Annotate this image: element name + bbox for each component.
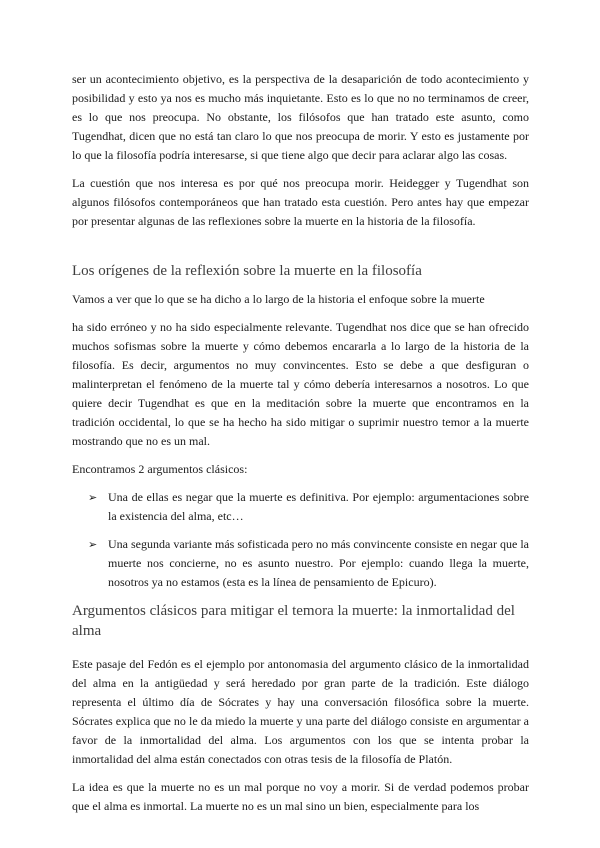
list-item bbox=[88, 488, 529, 526]
arrow-bullet-icon: ➢ bbox=[88, 491, 98, 504]
arrow-bullet-icon: ➢ bbox=[88, 538, 98, 551]
section-heading-immortality: Argumentos clásicos para mitigar el temora la muerte: la inmortalidad del alma bbox=[72, 603, 515, 639]
section-heading-origins: Los orígenes de la reflexión sobre la muerte en la filosofía bbox=[72, 263, 422, 279]
paragraph-6: Este pasaje del Fedón es el ejemplo por antonomasia del argumento clásico de la inmortalidad del alma en la antigüedad y será heredado por gran parte de la tradición. Este diálogo representa el último día de Sócrates y hay una conversación filosófica sobre la muerte. Sócrates explica que no le da miedo la muerte y una parte del diálogo consiste en argumentar a favor de la inmortalidad del alma. Los argumentos con los que se intenta probar la inmortalidad del alma están conectados con otras tesis de la filosofía de Platón. bbox=[72, 657, 529, 766]
paragraph-1: ser un acontecimiento objetivo, es la perspectiva de la desaparición de todo acontecimiento y posibilidad y esto ya nos es mucho más inquietante. Esto es lo que no no terminamos de creer, es lo que nos preocupa. No obstante, los filósofos que han tratado este asunto, como Tugendhat, dicen que no está tan claro lo que nos preocupa de morir. Y esto es justamente por lo que la filosofía podría interesarse, si que tiene algo que decir para aclarar algo las cosas. bbox=[72, 72, 529, 162]
paragraph-2: La cuestión que nos interesa es por qué nos preocupa morir. Heidegger y Tugendhat son algunos filósofos contemporáneos que han tratado esta cuestión. Pero antes hay que empezar por presentar algunas de las reflexiones sobre la muerte en la historia de la filosofía. bbox=[72, 176, 529, 228]
list-item-text: Una de ellas es negar que la muerte es definitiva. Por ejemplo: argumentaciones sobre la existencia del alma, etc… bbox=[108, 490, 529, 523]
argument-list bbox=[72, 488, 529, 592]
paragraph-3: Vamos a ver que lo que se ha dicho a lo largo de la historia el enfoque sobre la muerte bbox=[72, 292, 485, 306]
list-item-text: Una segunda variante más sofisticada pero no más convincente consiste en negar que la muerte nos concierne, no es asunto nuestro. Por ejemplo: cuando llega la muerte, nosotros ya no estamos (esta es la línea de pensamiento de Epicuro). bbox=[108, 537, 529, 589]
paragraph-4: ha sido erróneo y no ha sido especialmente relevante. Tugendhat nos dice que se han ofrecido muchos sofismas sobre la muerte y cómo debemos encararla a lo largo de la historia de la filosofía. Es decir, argumentos no muy convincentes. Esto se debe a que desfiguran o malinterpretan el fenómeno de la muerte tal y cómo debería interesarnos a nosotros. Lo que quiere decir Tugendhat es que en la meditación sobre la muerte que encontramos en la tradición occidental, lo que se ha hecho ha sido mitigar o suprimir nuestro temor a la muerte mostrando que no es un mal. bbox=[72, 320, 529, 448]
paragraph-5: Encontramos 2 argumentos clásicos: bbox=[72, 462, 248, 476]
paragraph-7: La idea es que la muerte no es un mal porque no voy a morir. Si de verdad podemos probar que el alma es inmortal. La muerte no es un mal sino un bien, especialmente para los bbox=[72, 780, 529, 813]
list-item bbox=[88, 535, 529, 592]
